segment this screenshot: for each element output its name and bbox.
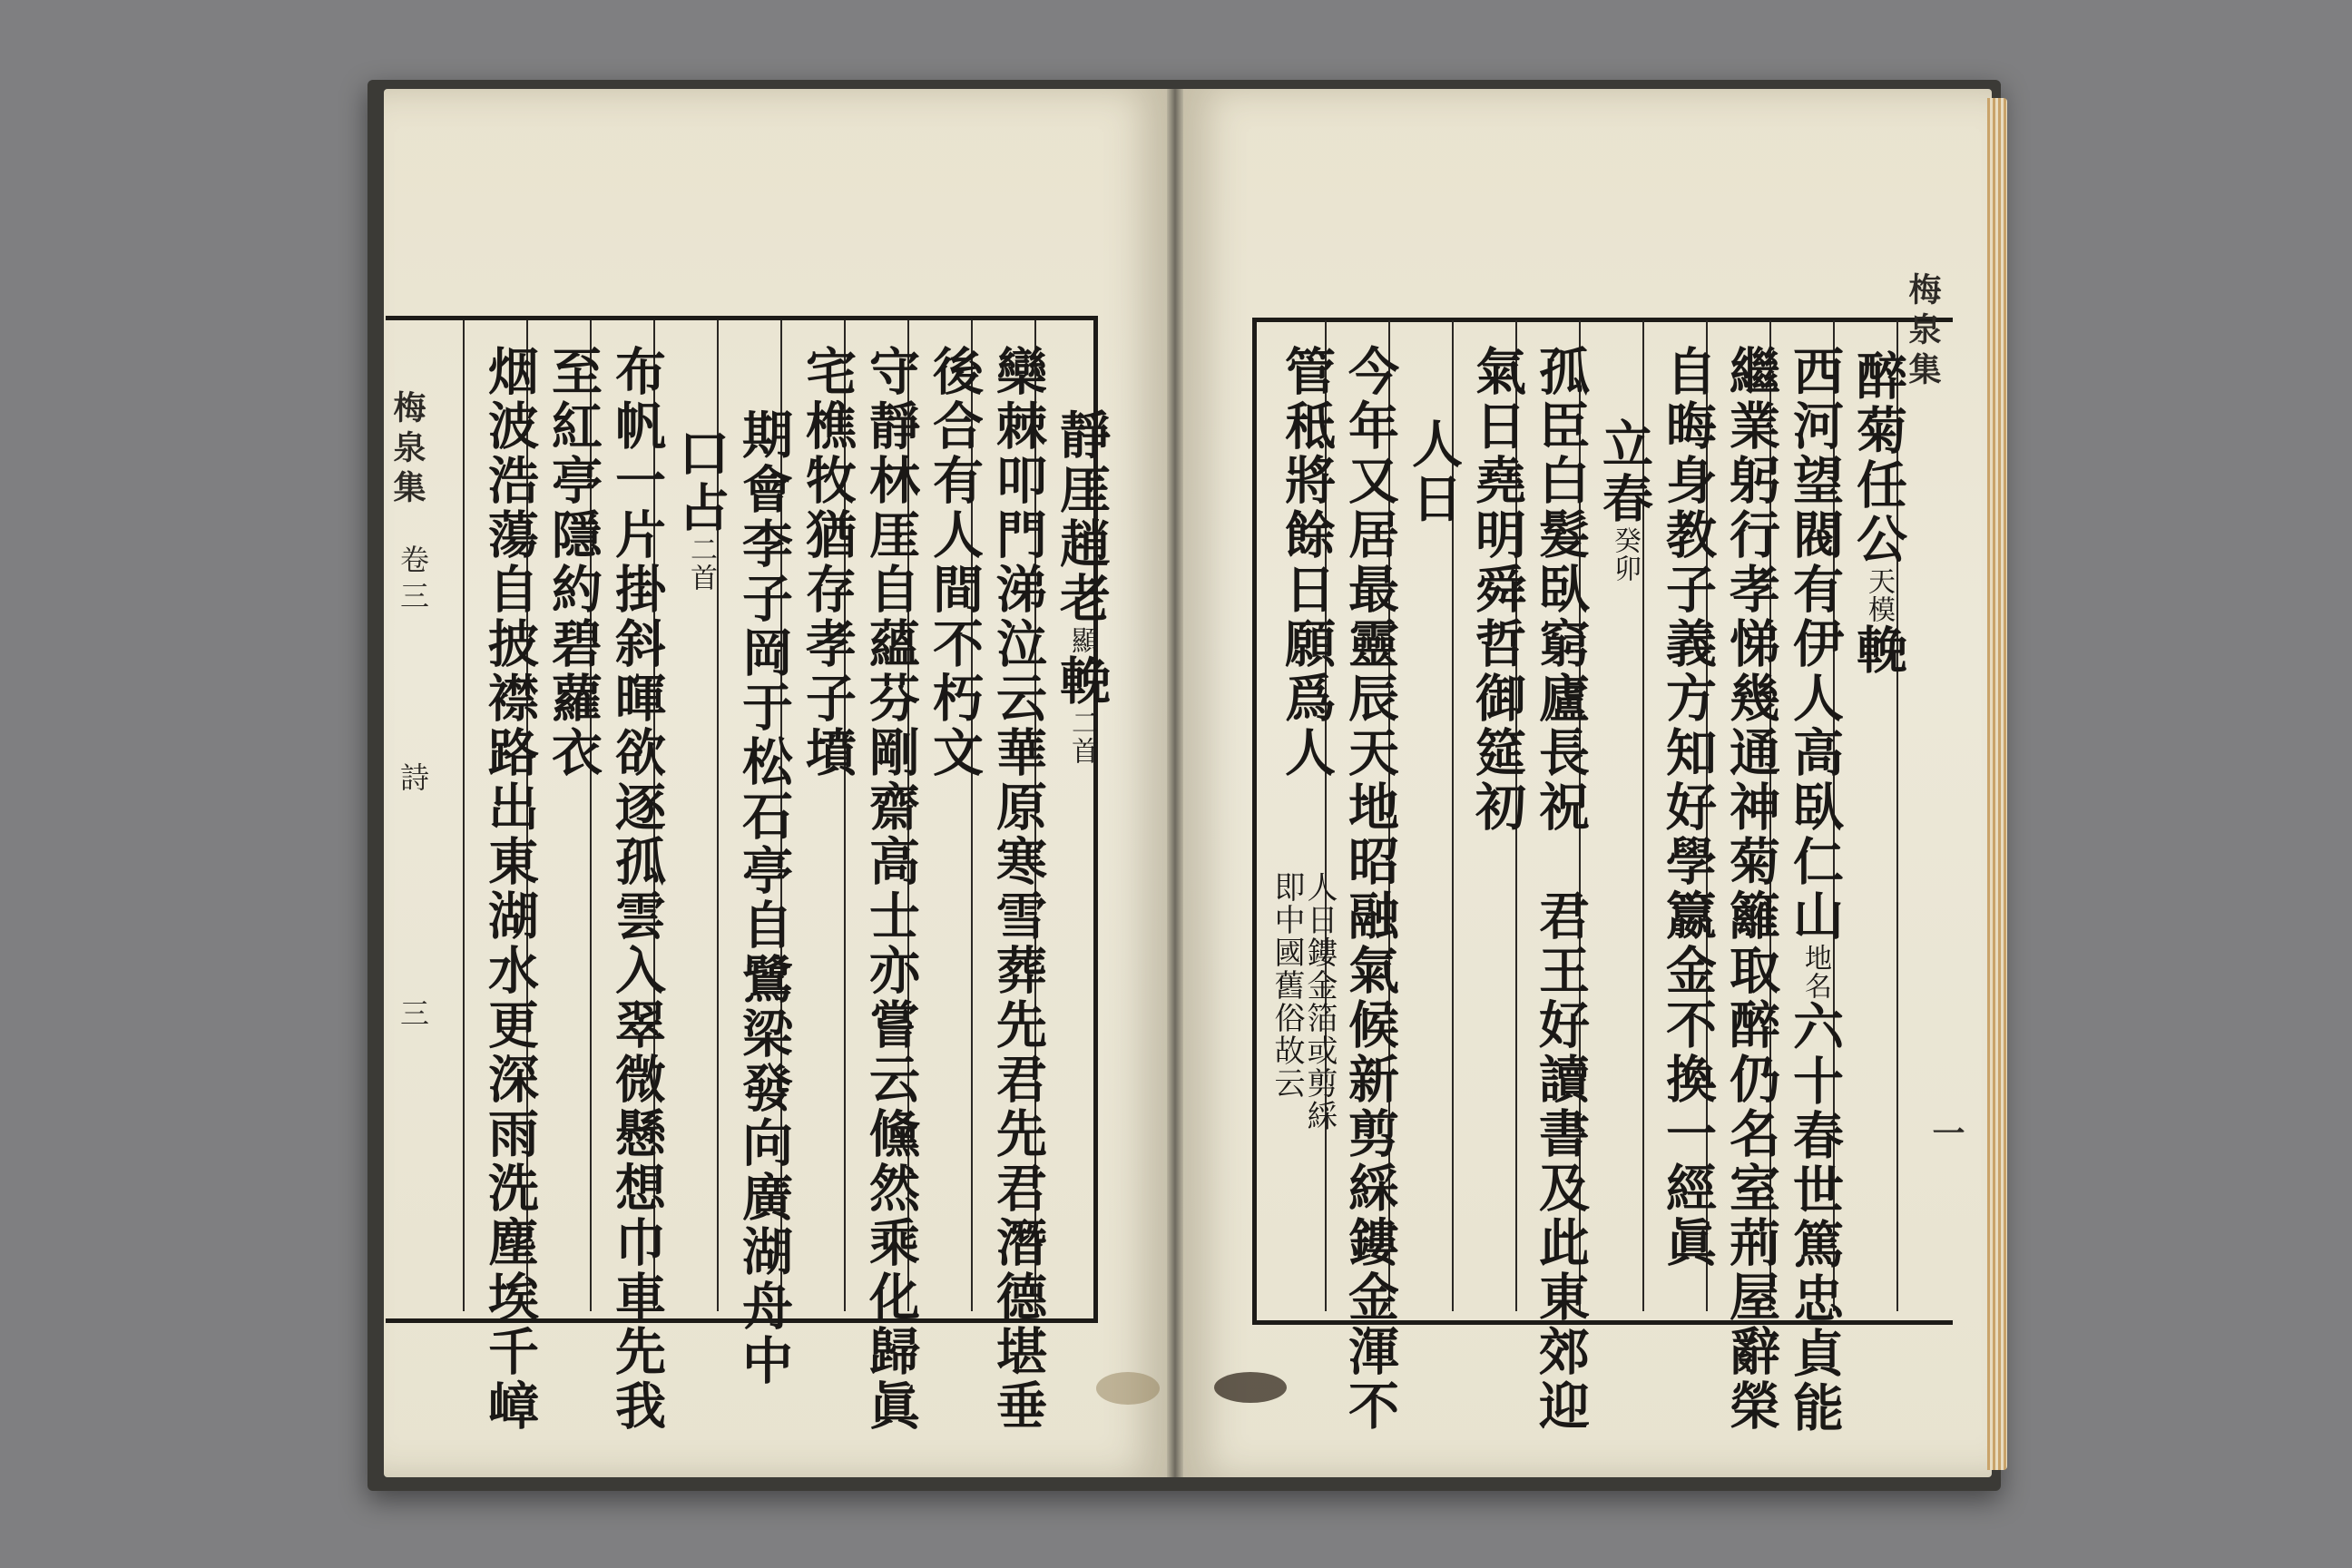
text-column: 西河望閥有伊人高臥仁山地名六十春世篤忠貞能 xyxy=(1785,345,1845,1436)
text-column: 守靜林厓自蘊芬剛齋高士亦嘗云儵然乘化歸眞 xyxy=(861,345,921,1434)
text-column: 烟波浩蕩自披襟路出東湖水更深雨洗塵埃千嶂 xyxy=(480,345,540,1434)
annotation-column: 人日鏤金箔或剪綵 xyxy=(1301,871,1338,1132)
annotation-column: 即中國舊俗故云 xyxy=(1269,871,1305,1100)
margin-page-number: 三 xyxy=(396,998,430,1034)
text-column: 宅樵牧猶存孝子墳 xyxy=(798,345,858,780)
text-column: 管秪將餘日願爲人 xyxy=(1277,345,1337,780)
margin-page-number: 一 xyxy=(1927,1116,1965,1156)
text-column: 今年又居最靈辰天地昭融氣候新剪綵鏤金渾不 xyxy=(1340,345,1400,1434)
text-column-heading: 人日 xyxy=(1404,417,1464,526)
column-rule xyxy=(463,320,465,1311)
text-column: 孤臣白髮臥窮廬長祝 君王好讀書及此東郊迎 xyxy=(1531,345,1591,1434)
margin-volume: 卷三 xyxy=(396,544,430,617)
text-column: 氣日堯明舜哲御筵初 xyxy=(1467,345,1527,835)
paper-stain xyxy=(1096,1372,1160,1405)
margin-section: 詩 xyxy=(396,762,430,799)
text-column: 期會李子岡于松石亭自鷺梁發向廣湖舟中 xyxy=(734,408,794,1388)
text-column: 醉菊任公天模輓 xyxy=(1848,349,1908,678)
text-column: 至紅亭隱約碧蘿衣 xyxy=(544,345,603,780)
text-column: 繼業躬行孝悌幾通神菊籬取醉仍名室荊屋辭榮 xyxy=(1721,345,1781,1434)
paper-stain xyxy=(1214,1372,1287,1403)
text-column: 靜厓趙老顯輓二首 xyxy=(1052,408,1112,765)
text-column: 口占二首 xyxy=(671,426,730,592)
text-column: 立春癸卯 xyxy=(1594,417,1654,583)
book-gutter xyxy=(1167,89,1183,1477)
text-column: 欒棘叩門涕泣云華原寒雪葬先君先君潛德堪垂 xyxy=(988,345,1048,1434)
text-column: 後合有人間不朽文 xyxy=(925,345,985,780)
text-column: 自晦身教子義方知好學籝金不換一經眞 xyxy=(1658,345,1718,1270)
page-edges xyxy=(1987,98,2007,1470)
text-column: 布帆一片掛斜暉欲逐孤雲入翠微懸想巾車先我 xyxy=(607,345,667,1434)
margin-title: 梅泉集 xyxy=(1904,272,1942,392)
margin-title: 梅泉集 xyxy=(388,390,426,510)
